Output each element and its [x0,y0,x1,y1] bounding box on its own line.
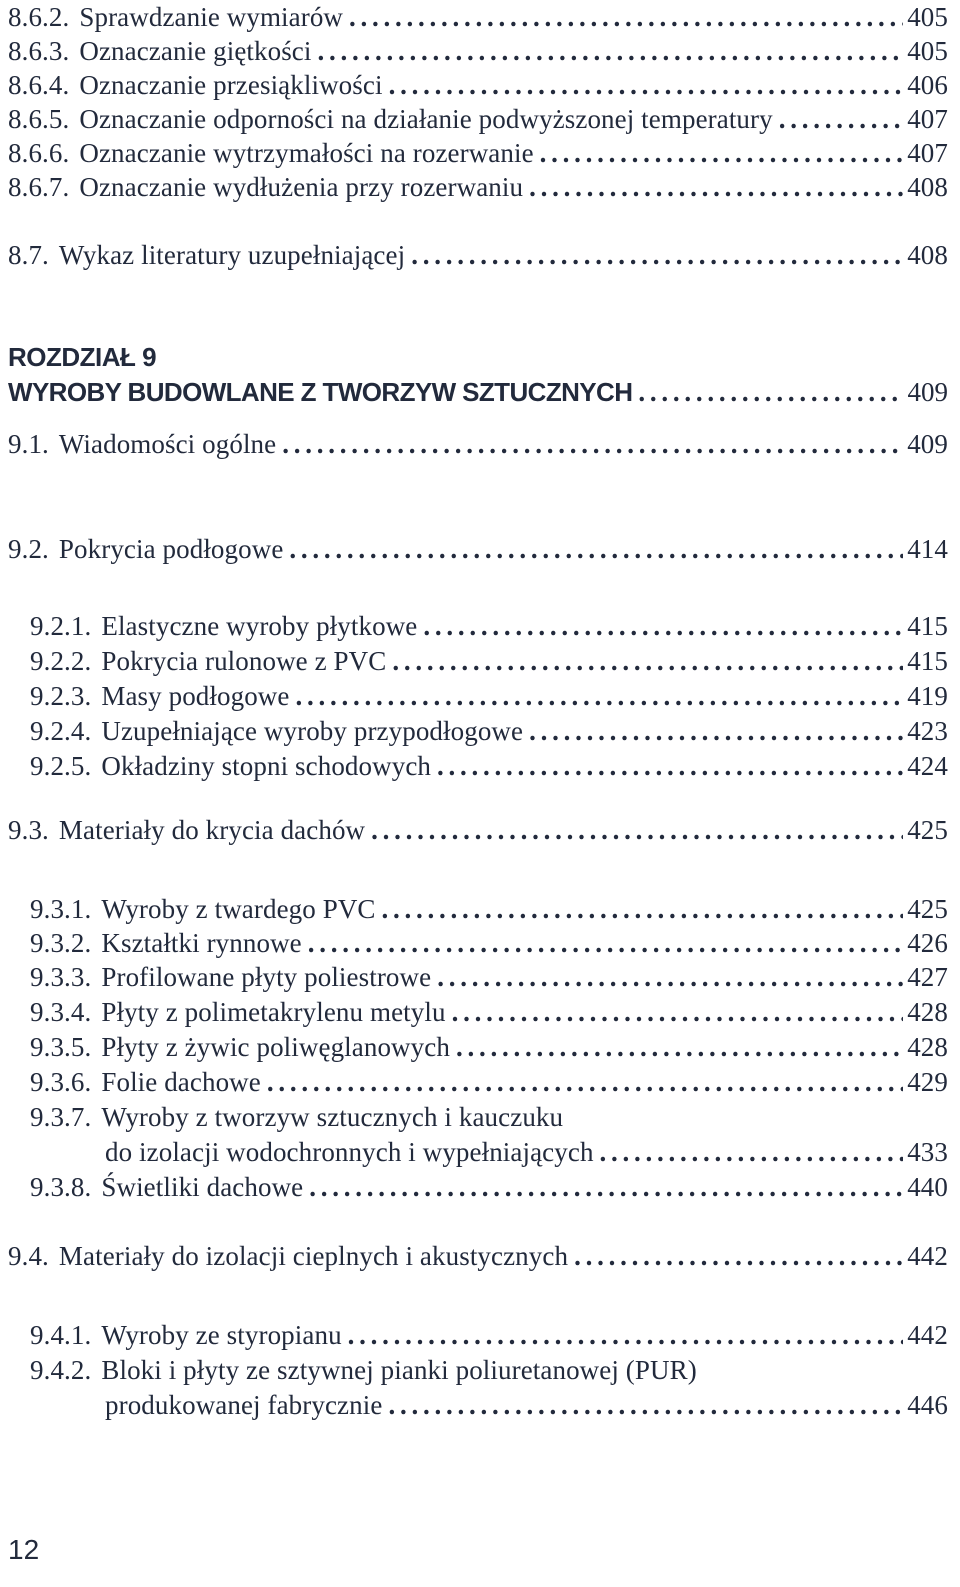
toc-entry-line1 [8,1100,948,1134]
dot-leader [411,238,903,272]
toc-entry [8,926,948,960]
toc-entry [8,1065,948,1099]
entry-page: 415 [907,646,948,676]
dot-leader [289,532,903,566]
entry-number: 9.2.2. [30,646,92,676]
entry-page: 428 [907,1032,948,1062]
entry-page: 433 [907,1137,948,1167]
entry-page: 407 [907,138,948,168]
toc-entry [8,679,948,713]
toc-entry-line2 [105,1135,948,1169]
entry-title: Wiadomości ogólne [58,429,277,459]
toc-entry [8,34,948,68]
entry-number: 8.6.7. [8,172,70,202]
entry-title: Elastyczne wyroby płytkowe [101,611,418,641]
entry-page: 409 [907,429,948,459]
entry-number: 9.3.5. [30,1032,92,1062]
entry-page: 425 [907,815,948,845]
chapter-label: ROZDZIAŁ 9 [8,342,157,372]
entry-number: 9.3.2. [30,928,92,958]
entry-title: Wyroby z twardego PVC [101,894,376,924]
entry-number: 9.2. [8,534,49,564]
entry-page: 407 [907,104,948,134]
page-number: 12 [8,1534,40,1565]
entry-title: Materiały do izolacji cieplnych i akustycznych [58,1241,569,1271]
entry-page: 415 [907,611,948,641]
entry-title: Oznaczanie odporności na działanie podwyższonej temperatury [79,104,773,134]
toc-entry [8,892,948,926]
entry-title: Folie dachowe [101,1067,261,1097]
entry-page: 419 [907,681,948,711]
dot-leader [437,960,903,994]
dot-leader [392,644,903,678]
toc-entry [8,1170,948,1204]
entry-page: 442 [907,1320,948,1350]
entry-title: Okładziny stopni schodowych [101,751,432,781]
dot-leader [308,926,903,960]
entry-page: 424 [907,751,948,781]
entry-page: 405 [907,36,948,66]
dot-leader [389,68,904,102]
entry-page: 425 [907,894,948,924]
dot-leader [456,1030,903,1064]
entry-number: 8.7. [8,240,49,270]
toc-entry [8,714,948,748]
entry-page: 446 [907,1390,948,1420]
entry-number: 9.3.4. [30,997,92,1027]
dot-leader [349,0,903,34]
toc-entry-line1 [8,1353,948,1387]
entry-number: 9.3. [8,815,49,845]
entry-number: 9.4.2. [30,1355,92,1385]
dot-leader [296,679,904,713]
dot-leader [309,1170,903,1204]
entry-page: 414 [907,534,948,564]
entry-number: 8.6.2. [8,2,70,32]
entry-page: 440 [907,1172,948,1202]
entry-title: Oznaczanie wydłużenia przy rozerwaniu [79,172,524,202]
entry-page: 405 [907,2,948,32]
entry-title: Profilowane płyty poliestrowe [101,962,432,992]
entry-number: 9.2.3. [30,681,92,711]
chapter-title-row [8,374,948,410]
entry-title-continued: produkowanej fabrycznie [105,1390,383,1420]
toc-entry [8,1318,948,1352]
dot-leader [382,892,904,926]
entry-page: 429 [907,1067,948,1097]
entry-page: 408 [907,172,948,202]
entry-number: 8.6.5. [8,104,70,134]
entry-title: Oznaczanie giętkości [79,36,312,66]
entry-number: 9.2.4. [30,716,92,746]
dot-leader [318,34,904,68]
toc-entry [8,644,948,678]
entry-title: Świetliki dachowe [101,1172,304,1202]
dot-leader [574,1239,903,1273]
entry-number: 8.6.3. [8,36,70,66]
entry-page: 427 [907,962,948,992]
entry-number: 9.4.1. [30,1320,92,1350]
dot-leader [600,1135,904,1169]
toc-entry [8,995,948,1029]
dot-leader [638,377,903,408]
entry-title: Materiały do krycia dachów [58,815,366,845]
dot-leader [779,102,903,136]
toc-section [8,238,948,272]
entry-number: 9.4. [8,1241,49,1271]
entry-number: 9.3.7. [30,1102,92,1132]
chapter-title: WYROBY BUDOWLANE Z TWORZYW SZTUCZNYCH [8,377,633,407]
toc-entry-line2 [105,1388,948,1422]
toc-entry [8,960,948,994]
dot-leader [423,609,903,643]
entry-title: Płyty z żywic poliwęglanowych [101,1032,450,1062]
dot-leader [388,1388,903,1422]
dot-leader [348,1318,904,1352]
entry-title: Płyty z polimetakrylenu metylu [101,997,446,1027]
toc-entry [8,1030,948,1064]
toc-section [8,813,948,847]
entry-title-continued: do izolacji wodochronnych i wypełniających [105,1137,594,1167]
entry-title: Wyroby z tworzyw sztucznych i kauczuku [101,1102,564,1132]
toc-entry [8,0,948,34]
entry-title: Wykaz literatury uzupełniającej [58,240,406,270]
entry-title: Kształtki rynnowe [101,928,302,958]
dot-leader [529,714,903,748]
toc-entry [8,170,948,204]
entry-page: 423 [907,716,948,746]
entry-number: 9.2.5. [30,751,92,781]
entry-page: 442 [907,1241,948,1271]
entry-page: 409 [907,377,948,407]
entry-number: 9.3.3. [30,962,92,992]
entry-number: 8.6.4. [8,70,70,100]
toc-entry [8,102,948,136]
dot-leader [437,749,903,783]
entry-title: Wyroby ze styropianu [101,1320,342,1350]
entry-number: 9.3.8. [30,1172,92,1202]
dot-leader [267,1065,903,1099]
dot-leader [540,136,904,170]
entry-number: 9.3.1. [30,894,92,924]
dot-leader [452,995,904,1029]
toc-entry [8,749,948,783]
entry-number: 9.1. [8,429,49,459]
toc-entry [8,609,948,643]
toc-section [8,427,948,461]
toc-section [8,532,948,566]
entry-number: 9.3.6. [30,1067,92,1097]
dot-leader [371,813,903,847]
toc-entry [8,136,948,170]
dot-leader [282,427,903,461]
entry-number: 8.6.6. [8,138,70,168]
entry-title: Uzupełniające wyroby przypodłogowe [101,716,524,746]
entry-title: Pokrycia rulonowe z PVC [101,646,387,676]
toc-section [8,1239,948,1273]
entry-title: Oznaczanie wytrzymałości na rozerwanie [79,138,534,168]
entry-number: 9.2.1. [30,611,92,641]
dot-leader [529,170,903,204]
entry-title: Masy podłogowe [101,681,290,711]
entry-title: Sprawdzanie wymiarów [79,2,344,32]
entry-title: Oznaczanie przesiąkliwości [79,70,383,100]
entry-page: 428 [907,997,948,1027]
toc-entry [8,68,948,102]
entry-title: Pokrycia podłogowe [58,534,284,564]
entry-page: 406 [907,70,948,100]
entry-page: 426 [907,928,948,958]
entry-title: Bloki i płyty ze sztywnej pianki poliuretanowej (PUR) [101,1355,697,1385]
entry-page: 408 [907,240,948,270]
